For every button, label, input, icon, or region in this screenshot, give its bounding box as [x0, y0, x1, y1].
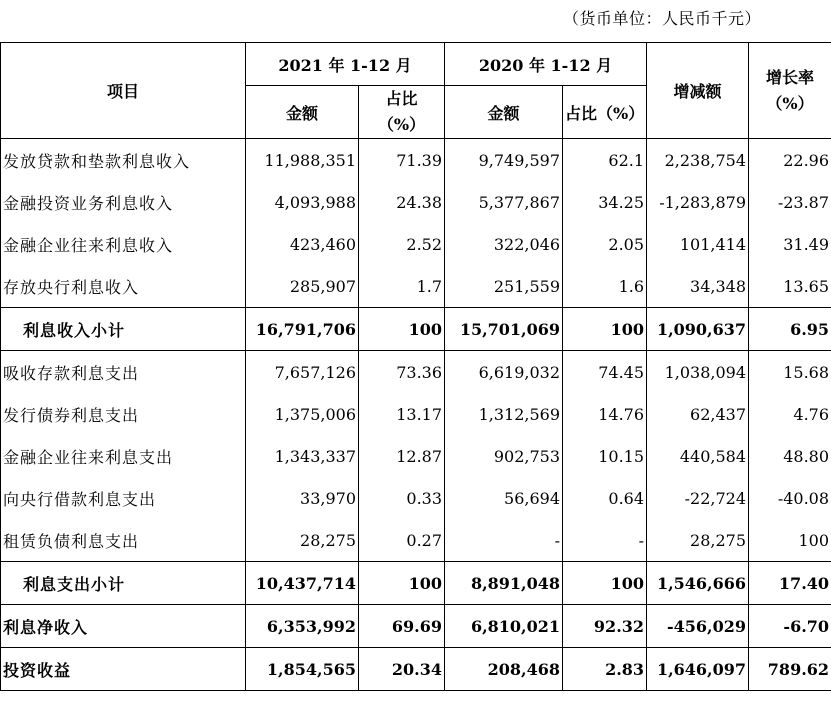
- amount-2021-cell: 33,970: [246, 477, 359, 519]
- growth-rate-cell: 17.40: [749, 562, 831, 605]
- share-2020-cell: 2.83: [563, 648, 647, 691]
- row-label: 向央行借款利息支出: [1, 477, 246, 519]
- share-2021-cell: 69.69: [359, 605, 445, 648]
- share-2020-cell: 34.25: [563, 181, 647, 223]
- amount-2021-cell: 16,791,706: [246, 308, 359, 351]
- share-2020-cell: 2.05: [563, 223, 647, 265]
- header-row-top: [1, 43, 831, 86]
- header-share-2021: [359, 86, 445, 139]
- header-growth-line2: （%）: [766, 93, 814, 113]
- change-cell: 1,646,097: [647, 648, 749, 691]
- table-row: [1, 519, 831, 562]
- growth-rate-cell: 48.80: [749, 435, 831, 477]
- amount-2021-cell: 1,375,006: [246, 393, 359, 435]
- share-2020-cell: 62.1: [563, 139, 647, 182]
- growth-rate-cell: 4.76: [749, 393, 831, 435]
- row-label: 金融企业往来利息收入: [1, 223, 246, 265]
- share-2020-cell: 14.76: [563, 393, 647, 435]
- amount-2021-cell: 423,460: [246, 223, 359, 265]
- amount-2021-cell: 10,437,714: [246, 562, 359, 605]
- growth-rate-cell: 22.96: [749, 139, 831, 182]
- table-body: [1, 139, 831, 691]
- share-2020-cell: 100: [563, 562, 647, 605]
- share-2021-cell: 100: [359, 308, 445, 351]
- amount-2021-cell: 4,093,988: [246, 181, 359, 223]
- header-period-2020: 2020 年 1-12 月: [445, 43, 647, 86]
- share-2020-cell: 1.6: [563, 265, 647, 308]
- amount-2020-cell: 208,468: [445, 648, 563, 691]
- change-cell: -1,283,879: [647, 181, 749, 223]
- subtotal-row: [1, 308, 831, 351]
- amount-2020-cell: 9,749,597: [445, 139, 563, 182]
- header-amount-2021: 金额: [246, 86, 359, 139]
- row-label: 吸收存款利息支出: [1, 351, 246, 394]
- change-cell: 28,275: [647, 519, 749, 562]
- header-share-2021-line2: （%）: [377, 115, 426, 134]
- table-row: [1, 181, 831, 223]
- amount-2021-cell: 285,907: [246, 265, 359, 308]
- row-label: 发行债券利息支出: [1, 393, 246, 435]
- amount-2020-cell: 56,694: [445, 477, 563, 519]
- table-row: [1, 477, 831, 519]
- amount-2021-cell: 1,343,337: [246, 435, 359, 477]
- growth-rate-cell: 13.65: [749, 265, 831, 308]
- growth-rate-cell: 789.62: [749, 648, 831, 691]
- amount-2020-cell: 6,619,032: [445, 351, 563, 394]
- table-row: [1, 393, 831, 435]
- share-2020-cell: 100: [563, 308, 647, 351]
- row-label: 金融企业往来利息支出: [1, 435, 246, 477]
- share-2021-cell: 0.33: [359, 477, 445, 519]
- change-cell: 62,437: [647, 393, 749, 435]
- share-2021-cell: 0.27: [359, 519, 445, 562]
- change-cell: 34,348: [647, 265, 749, 308]
- amount-2020-cell: 251,559: [445, 265, 563, 308]
- amount-2021-cell: 11,988,351: [246, 139, 359, 182]
- header-share-2021-line1: 占比: [385, 89, 418, 108]
- growth-rate-cell: 15.68: [749, 351, 831, 394]
- currency-unit-note: （货币单位：人民币千元）: [562, 9, 761, 28]
- growth-rate-cell: 6.95: [749, 308, 831, 351]
- amount-2020-cell: 8,891,048: [445, 562, 563, 605]
- share-2021-cell: 24.38: [359, 181, 445, 223]
- interest-income-table: [0, 42, 831, 691]
- row-label: 利息净收入: [1, 605, 246, 648]
- row-label: 租赁负债利息支出: [1, 519, 246, 562]
- amount-2020-cell: -: [445, 519, 563, 562]
- growth-rate-cell: 31.49: [749, 223, 831, 265]
- table-row: [1, 139, 831, 182]
- share-2021-cell: 73.36: [359, 351, 445, 394]
- share-2020-cell: 92.32: [563, 605, 647, 648]
- growth-rate-cell: -40.08: [749, 477, 831, 519]
- share-2021-cell: 1.7: [359, 265, 445, 308]
- header-change: 增减额: [647, 43, 749, 139]
- header-item: 项目: [1, 43, 246, 139]
- share-2021-cell: 2.52: [359, 223, 445, 265]
- share-2020-cell: -: [563, 519, 647, 562]
- total-row: [1, 648, 831, 691]
- change-cell: 440,584: [647, 435, 749, 477]
- total-row: [1, 605, 831, 648]
- table-row: [1, 223, 831, 265]
- growth-rate-cell: 100: [749, 519, 831, 562]
- amount-2021-cell: 7,657,126: [246, 351, 359, 394]
- share-2021-cell: 71.39: [359, 139, 445, 182]
- table-row: [1, 435, 831, 477]
- amount-2021-cell: 1,854,565: [246, 648, 359, 691]
- amount-2021-cell: 28,275: [246, 519, 359, 562]
- change-cell: 1,038,094: [647, 351, 749, 394]
- share-2021-cell: 12.87: [359, 435, 445, 477]
- amount-2020-cell: 902,753: [445, 435, 563, 477]
- row-label: 金融投资业务利息收入: [1, 181, 246, 223]
- row-label: 发放贷款和垫款利息收入: [1, 139, 246, 182]
- change-cell: 1,546,666: [647, 562, 749, 605]
- change-cell: 1,090,637: [647, 308, 749, 351]
- share-2021-cell: 13.17: [359, 393, 445, 435]
- header-growth: [749, 43, 831, 139]
- amount-2020-cell: 15,701,069: [445, 308, 563, 351]
- amount-2020-cell: 322,046: [445, 223, 563, 265]
- growth-rate-cell: -23.87: [749, 181, 831, 223]
- row-label: 利息收入小计: [1, 308, 246, 351]
- header-amount-2020: 金额: [445, 86, 563, 139]
- share-2020-cell: 0.64: [563, 477, 647, 519]
- amount-2020-cell: 1,312,569: [445, 393, 563, 435]
- header-growth-line1: 增长率: [766, 67, 815, 87]
- table-row: [1, 265, 831, 308]
- subtotal-row: [1, 562, 831, 605]
- change-cell: -456,029: [647, 605, 749, 648]
- row-label: 存放央行利息收入: [1, 265, 246, 308]
- growth-rate-cell: -6.70: [749, 605, 831, 648]
- header-share-2020: 占比（%）: [563, 86, 647, 139]
- share-2021-cell: 100: [359, 562, 445, 605]
- share-2020-cell: 10.15: [563, 435, 647, 477]
- table-row: [1, 351, 831, 394]
- change-cell: 2,238,754: [647, 139, 749, 182]
- row-label: 利息支出小计: [1, 562, 246, 605]
- change-cell: -22,724: [647, 477, 749, 519]
- share-2021-cell: 20.34: [359, 648, 445, 691]
- amount-2021-cell: 6,353,992: [246, 605, 359, 648]
- amount-2020-cell: 5,377,867: [445, 181, 563, 223]
- share-2020-cell: 74.45: [563, 351, 647, 394]
- header-period-2021: 2021 年 1-12 月: [246, 43, 445, 86]
- row-label: 投资收益: [1, 648, 246, 691]
- change-cell: 101,414: [647, 223, 749, 265]
- amount-2020-cell: 6,810,021: [445, 605, 563, 648]
